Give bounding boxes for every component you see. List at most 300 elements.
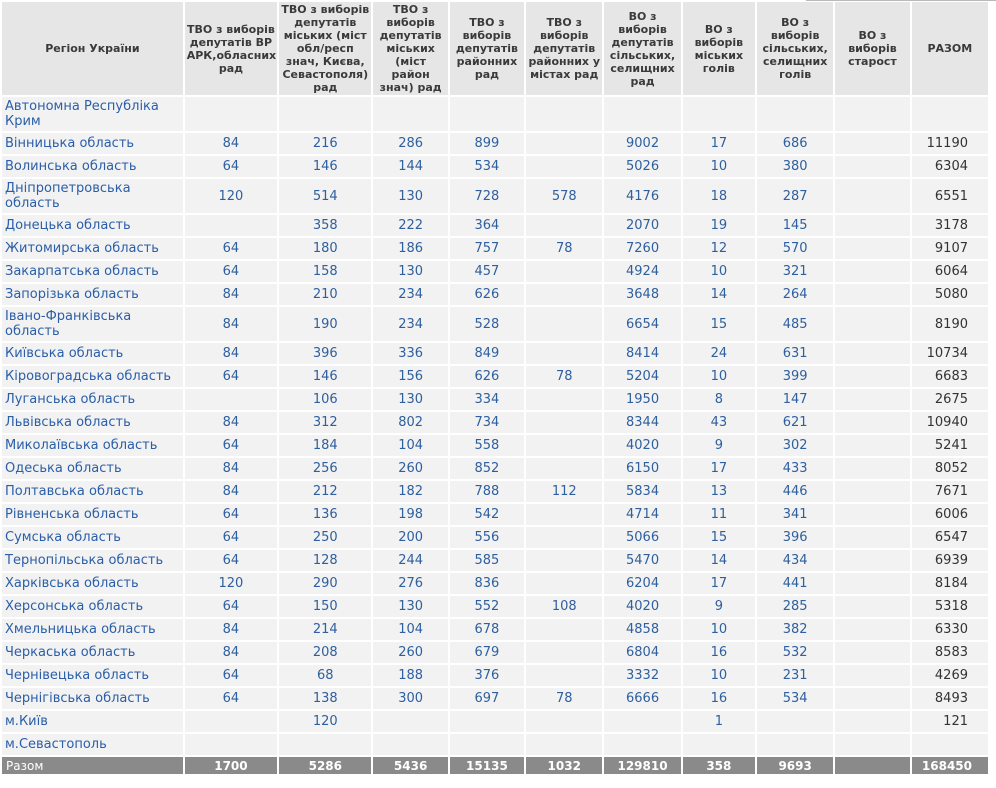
table-cell <box>526 711 602 732</box>
table-row <box>2 238 988 259</box>
table-row <box>2 688 988 709</box>
table-cell <box>835 389 909 410</box>
row-total <box>912 97 988 131</box>
table-cell <box>373 97 447 131</box>
table-cell: 104 <box>373 435 447 456</box>
table-cell: 9 <box>683 596 755 617</box>
region-link[interactable]: Чернівецька область <box>2 665 183 686</box>
region-link[interactable]: Рівненська область <box>2 504 183 525</box>
totals-row <box>2 757 988 774</box>
table-cell: 276 <box>373 573 447 594</box>
table-cell: 120 <box>279 711 371 732</box>
table-cell: 285 <box>757 596 833 617</box>
table-cell <box>604 97 680 131</box>
table-cell: 244 <box>373 550 447 571</box>
region-link[interactable]: Івано-Франківська область <box>2 307 183 341</box>
table-cell: 106 <box>279 389 371 410</box>
row-total: 6064 <box>912 261 988 282</box>
table-cell <box>835 261 909 282</box>
table-cell: 84 <box>185 481 277 502</box>
table-cell: 678 <box>450 619 524 640</box>
region-link[interactable]: Дніпропетровська область <box>2 179 183 213</box>
row-total: 8184 <box>912 573 988 594</box>
row-total: 6547 <box>912 527 988 548</box>
table-cell: 138 <box>279 688 371 709</box>
table-cell: 84 <box>185 642 277 663</box>
table-cell: 18 <box>683 179 755 213</box>
table-cell: 120 <box>185 573 277 594</box>
table-cell: 396 <box>279 343 371 364</box>
table-cell <box>526 307 602 341</box>
region-link[interactable]: Запорізька область <box>2 284 183 305</box>
table-row <box>2 665 988 686</box>
table-cell: 585 <box>450 550 524 571</box>
table-cell <box>185 215 277 236</box>
region-link[interactable]: Автономна Республіка Крим <box>2 97 183 131</box>
table-cell: 180 <box>279 238 371 259</box>
table-cell: 84 <box>185 343 277 364</box>
row-total: 11190 <box>912 133 988 154</box>
table-cell: 24 <box>683 343 755 364</box>
table-row <box>2 284 988 305</box>
table-cell: 302 <box>757 435 833 456</box>
table-cell: 757 <box>450 238 524 259</box>
table-cell <box>604 734 680 755</box>
table-cell <box>757 734 833 755</box>
row-total: 121 <box>912 711 988 732</box>
table-cell <box>526 97 602 131</box>
table-cell: 130 <box>373 596 447 617</box>
table-cell: 17 <box>683 133 755 154</box>
table-cell: 214 <box>279 619 371 640</box>
table-cell <box>526 527 602 548</box>
region-link[interactable]: Вінницька область <box>2 133 183 154</box>
table-cell: 8344 <box>604 412 680 433</box>
table-cell: 321 <box>757 261 833 282</box>
table-cell: 441 <box>757 573 833 594</box>
table-cell <box>757 711 833 732</box>
table-cell: 552 <box>450 596 524 617</box>
table-cell: 14 <box>683 550 755 571</box>
table-row <box>2 573 988 594</box>
header-tvo-city-oblast[interactable]: ТВО з виборів депутатів міських (міст обл/респ знач, Києва, Севастополя) рад <box>279 2 371 95</box>
row-total: 2675 <box>912 389 988 410</box>
table-cell: 78 <box>526 688 602 709</box>
row-total: 10940 <box>912 412 988 433</box>
table-cell: 9002 <box>604 133 680 154</box>
table-cell: 8414 <box>604 343 680 364</box>
table-cell <box>526 504 602 525</box>
table-cell <box>835 596 909 617</box>
table-cell <box>835 458 909 479</box>
table-cell <box>279 734 371 755</box>
row-total <box>912 734 988 755</box>
table-cell: 250 <box>279 527 371 548</box>
table-row <box>2 343 988 364</box>
table-cell <box>835 97 909 131</box>
table-cell: 144 <box>373 156 447 177</box>
row-total: 6939 <box>912 550 988 571</box>
table-cell: 64 <box>185 527 277 548</box>
row-total: 8493 <box>912 688 988 709</box>
table-cell: 256 <box>279 458 371 479</box>
table-row <box>2 435 988 456</box>
table-cell <box>835 481 909 502</box>
table-cell: 8 <box>683 389 755 410</box>
table-cell: 836 <box>450 573 524 594</box>
table-cell <box>835 307 909 341</box>
header-total[interactable]: РАЗОМ <box>912 2 988 95</box>
table-cell: 4858 <box>604 619 680 640</box>
region-link[interactable]: Полтавська область <box>2 481 183 502</box>
table-cell: 570 <box>757 238 833 259</box>
table-cell: 19 <box>683 215 755 236</box>
table-cell: 434 <box>757 550 833 571</box>
row-total: 7671 <box>912 481 988 502</box>
table-cell <box>526 284 602 305</box>
table-cell <box>835 238 909 259</box>
table-cell: 64 <box>185 688 277 709</box>
table-cell: 64 <box>185 156 277 177</box>
table-cell: 15 <box>683 307 755 341</box>
table-row <box>2 734 988 755</box>
totals-cell: 1700 <box>185 757 277 774</box>
table-cell: 4176 <box>604 179 680 213</box>
table-cell: 10 <box>683 619 755 640</box>
table-cell: 631 <box>757 343 833 364</box>
table-cell: 542 <box>450 504 524 525</box>
table-cell <box>185 734 277 755</box>
table-cell <box>526 573 602 594</box>
table-cell <box>835 215 909 236</box>
table-cell <box>683 734 755 755</box>
table-cell: 534 <box>450 156 524 177</box>
table-cell: 5204 <box>604 366 680 387</box>
row-total: 3178 <box>912 215 988 236</box>
totals-cell: 129810 <box>604 757 680 774</box>
table-cell <box>835 711 909 732</box>
totals-label: Разом <box>2 757 183 774</box>
table-cell: 64 <box>185 550 277 571</box>
table-cell: 10 <box>683 366 755 387</box>
table-cell: 556 <box>450 527 524 548</box>
table-cell: 899 <box>450 133 524 154</box>
table-cell: 2070 <box>604 215 680 236</box>
table-row <box>2 596 988 617</box>
table-cell: 212 <box>279 481 371 502</box>
table-cell: 136 <box>279 504 371 525</box>
table-cell: 578 <box>526 179 602 213</box>
region-link[interactable]: Тернопільська область <box>2 550 183 571</box>
region-link[interactable]: Волинська область <box>2 156 183 177</box>
table-cell <box>526 215 602 236</box>
totals-cell: 1032 <box>526 757 602 774</box>
table-cell: 14 <box>683 284 755 305</box>
row-total: 6006 <box>912 504 988 525</box>
region-link[interactable]: Одеська область <box>2 458 183 479</box>
table-cell <box>526 619 602 640</box>
table-cell: 446 <box>757 481 833 502</box>
region-link[interactable]: Закарпатська область <box>2 261 183 282</box>
table-cell: 312 <box>279 412 371 433</box>
table-cell: 626 <box>450 284 524 305</box>
table-cell: 260 <box>373 642 447 663</box>
table-cell: 186 <box>373 238 447 259</box>
header-tvo-raion-in-city[interactable]: ТВО з виборів депутатів районних у містах рад <box>526 2 602 95</box>
table-cell <box>526 343 602 364</box>
table-cell: 6804 <box>604 642 680 663</box>
table-cell: 120 <box>185 179 277 213</box>
table-cell: 4020 <box>604 596 680 617</box>
region-link[interactable]: Луганська область <box>2 389 183 410</box>
table-cell: 12 <box>683 238 755 259</box>
table-cell: 457 <box>450 261 524 282</box>
table-cell: 13 <box>683 481 755 502</box>
table-cell: 16 <box>683 642 755 663</box>
table-cell <box>526 734 602 755</box>
region-link[interactable]: Чернігівська область <box>2 688 183 709</box>
row-total: 5318 <box>912 596 988 617</box>
table-cell: 146 <box>279 156 371 177</box>
table-cell <box>185 389 277 410</box>
table-cell <box>835 734 909 755</box>
table-cell: 341 <box>757 504 833 525</box>
table-cell <box>835 284 909 305</box>
table-cell: 188 <box>373 665 447 686</box>
table-cell <box>526 156 602 177</box>
table-cell: 728 <box>450 179 524 213</box>
table-cell: 380 <box>757 156 833 177</box>
table-row <box>2 366 988 387</box>
table-cell <box>604 711 680 732</box>
table-cell: 198 <box>373 504 447 525</box>
region-link[interactable]: Харківська область <box>2 573 183 594</box>
table-cell: 4714 <box>604 504 680 525</box>
table-cell: 5026 <box>604 156 680 177</box>
table-cell: 68 <box>279 665 371 686</box>
region-link[interactable]: Черкаська область <box>2 642 183 663</box>
header-vo-starosta[interactable]: ВО з виборів старост <box>835 2 909 95</box>
table-cell <box>835 504 909 525</box>
table-cell: 64 <box>185 596 277 617</box>
table-cell: 1 <box>683 711 755 732</box>
header-tvo-raion[interactable]: ТВО з виборів депутатів районних рад <box>450 2 524 95</box>
totals-cell: 15135 <box>450 757 524 774</box>
table-cell: 5834 <box>604 481 680 502</box>
table-row <box>2 481 988 502</box>
table-cell <box>526 665 602 686</box>
table-cell <box>835 366 909 387</box>
table-cell: 78 <box>526 366 602 387</box>
table-cell: 147 <box>757 389 833 410</box>
table-cell: 5470 <box>604 550 680 571</box>
table-cell: 788 <box>450 481 524 502</box>
table-cell: 15 <box>683 527 755 548</box>
table-cell: 621 <box>757 412 833 433</box>
table-row <box>2 179 988 213</box>
table-cell: 84 <box>185 284 277 305</box>
table-cell: 234 <box>373 284 447 305</box>
table-cell <box>373 734 447 755</box>
region-link[interactable]: Львівська область <box>2 412 183 433</box>
totals-cell <box>835 757 909 774</box>
table-cell: 514 <box>279 179 371 213</box>
table-cell: 64 <box>185 366 277 387</box>
header-vo-city-heads[interactable]: ВО з виборів міських голів <box>683 2 755 95</box>
header-vo-village-heads[interactable]: ВО з виборів сільських, селищних голів <box>757 2 833 95</box>
table-cell <box>683 97 755 131</box>
table-cell: 84 <box>185 619 277 640</box>
table-cell: 130 <box>373 261 447 282</box>
table-cell: 679 <box>450 642 524 663</box>
table-cell <box>526 550 602 571</box>
table-cell: 10 <box>683 156 755 177</box>
table-cell <box>373 711 447 732</box>
table-cell: 399 <box>757 366 833 387</box>
table-cell: 558 <box>450 435 524 456</box>
row-total: 6304 <box>912 156 988 177</box>
table-cell: 17 <box>683 573 755 594</box>
row-total: 5241 <box>912 435 988 456</box>
table-cell: 84 <box>185 307 277 341</box>
table-cell: 10 <box>683 665 755 686</box>
table-cell <box>450 734 524 755</box>
region-link[interactable]: Житомирська область <box>2 238 183 259</box>
region-link[interactable]: м.Севастополь <box>2 734 183 755</box>
region-link[interactable]: Херсонська область <box>2 596 183 617</box>
totals-cell: 9693 <box>757 757 833 774</box>
region-link[interactable]: Кіровоградська область <box>2 366 183 387</box>
header-tvo-city-raion[interactable]: ТВО з виборів депутатів міських (міст район знач) рад <box>373 2 447 95</box>
table-cell <box>835 573 909 594</box>
table-cell: 64 <box>185 504 277 525</box>
table-cell <box>835 688 909 709</box>
table-row <box>2 261 988 282</box>
table-cell: 78 <box>526 238 602 259</box>
table-cell: 182 <box>373 481 447 502</box>
table-cell <box>526 412 602 433</box>
table-cell: 485 <box>757 307 833 341</box>
region-link[interactable]: Сумська область <box>2 527 183 548</box>
table-cell: 130 <box>373 389 447 410</box>
table-cell <box>526 642 602 663</box>
table-cell: 336 <box>373 343 447 364</box>
table-cell: 84 <box>185 133 277 154</box>
table-row <box>2 412 988 433</box>
table-row <box>2 458 988 479</box>
table-cell: 6654 <box>604 307 680 341</box>
table-cell: 290 <box>279 573 371 594</box>
table-cell: 852 <box>450 458 524 479</box>
table-cell: 17 <box>683 458 755 479</box>
table-cell <box>835 179 909 213</box>
table-cell: 11 <box>683 504 755 525</box>
table-cell: 210 <box>279 284 371 305</box>
table-row <box>2 711 988 732</box>
table-cell <box>185 97 277 131</box>
table-cell: 358 <box>279 215 371 236</box>
table-body <box>2 97 988 755</box>
header-row <box>2 2 988 95</box>
header-vo-village-deputies[interactable]: ВО з виборів депутатів сільських, селищних рад <box>604 2 680 95</box>
table-cell: 130 <box>373 179 447 213</box>
region-link[interactable]: Донецька область <box>2 215 183 236</box>
region-link[interactable]: Миколаївська область <box>2 435 183 456</box>
table-cell: 300 <box>373 688 447 709</box>
totals-cell: 358 <box>683 757 755 774</box>
row-total: 4269 <box>912 665 988 686</box>
table-cell <box>279 97 371 131</box>
row-total: 6683 <box>912 366 988 387</box>
table-row <box>2 550 988 571</box>
header-tvo-vr-ark-oblast[interactable]: ТВО з виборів депутатів ВР АРК,обласних рад <box>185 2 277 95</box>
table-cell: 208 <box>279 642 371 663</box>
table-cell: 4020 <box>604 435 680 456</box>
table-cell <box>757 97 833 131</box>
table-cell <box>835 550 909 571</box>
table-row <box>2 215 988 236</box>
totals-cell: 5436 <box>373 757 447 774</box>
region-link[interactable]: м.Київ <box>2 711 183 732</box>
table-cell: 686 <box>757 133 833 154</box>
table-cell <box>835 435 909 456</box>
totals-cell: 5286 <box>279 757 371 774</box>
table-cell <box>835 412 909 433</box>
table-cell: 1950 <box>604 389 680 410</box>
table-cell: 184 <box>279 435 371 456</box>
table-cell <box>450 711 524 732</box>
table-cell: 382 <box>757 619 833 640</box>
table-cell <box>835 527 909 548</box>
table-cell: 626 <box>450 366 524 387</box>
region-link[interactable]: Київська область <box>2 343 183 364</box>
table-cell <box>526 435 602 456</box>
table-cell: 128 <box>279 550 371 571</box>
table-cell: 104 <box>373 619 447 640</box>
table-row <box>2 307 988 341</box>
table-row <box>2 619 988 640</box>
table-cell: 3648 <box>604 284 680 305</box>
table-cell <box>835 156 909 177</box>
table-row <box>2 527 988 548</box>
table-row <box>2 156 988 177</box>
header-region[interactable]: Регіон України <box>2 2 183 95</box>
table-cell: 286 <box>373 133 447 154</box>
region-link[interactable]: Хмельницька область <box>2 619 183 640</box>
table-cell <box>450 97 524 131</box>
table-cell: 150 <box>279 596 371 617</box>
table-row <box>2 389 988 410</box>
table-cell: 108 <box>526 596 602 617</box>
table-cell: 364 <box>450 215 524 236</box>
table-cell: 532 <box>757 642 833 663</box>
table-cell: 287 <box>757 179 833 213</box>
table-cell <box>835 133 909 154</box>
table-cell: 849 <box>450 343 524 364</box>
table-cell: 6204 <box>604 573 680 594</box>
table-cell: 64 <box>185 261 277 282</box>
table-cell: 534 <box>757 688 833 709</box>
table-cell: 528 <box>450 307 524 341</box>
table-cell <box>185 711 277 732</box>
table-cell: 9 <box>683 435 755 456</box>
table-cell: 146 <box>279 366 371 387</box>
table-cell <box>526 261 602 282</box>
table-cell: 43 <box>683 412 755 433</box>
table-cell: 10 <box>683 261 755 282</box>
table-cell: 112 <box>526 481 602 502</box>
table-cell: 396 <box>757 527 833 548</box>
